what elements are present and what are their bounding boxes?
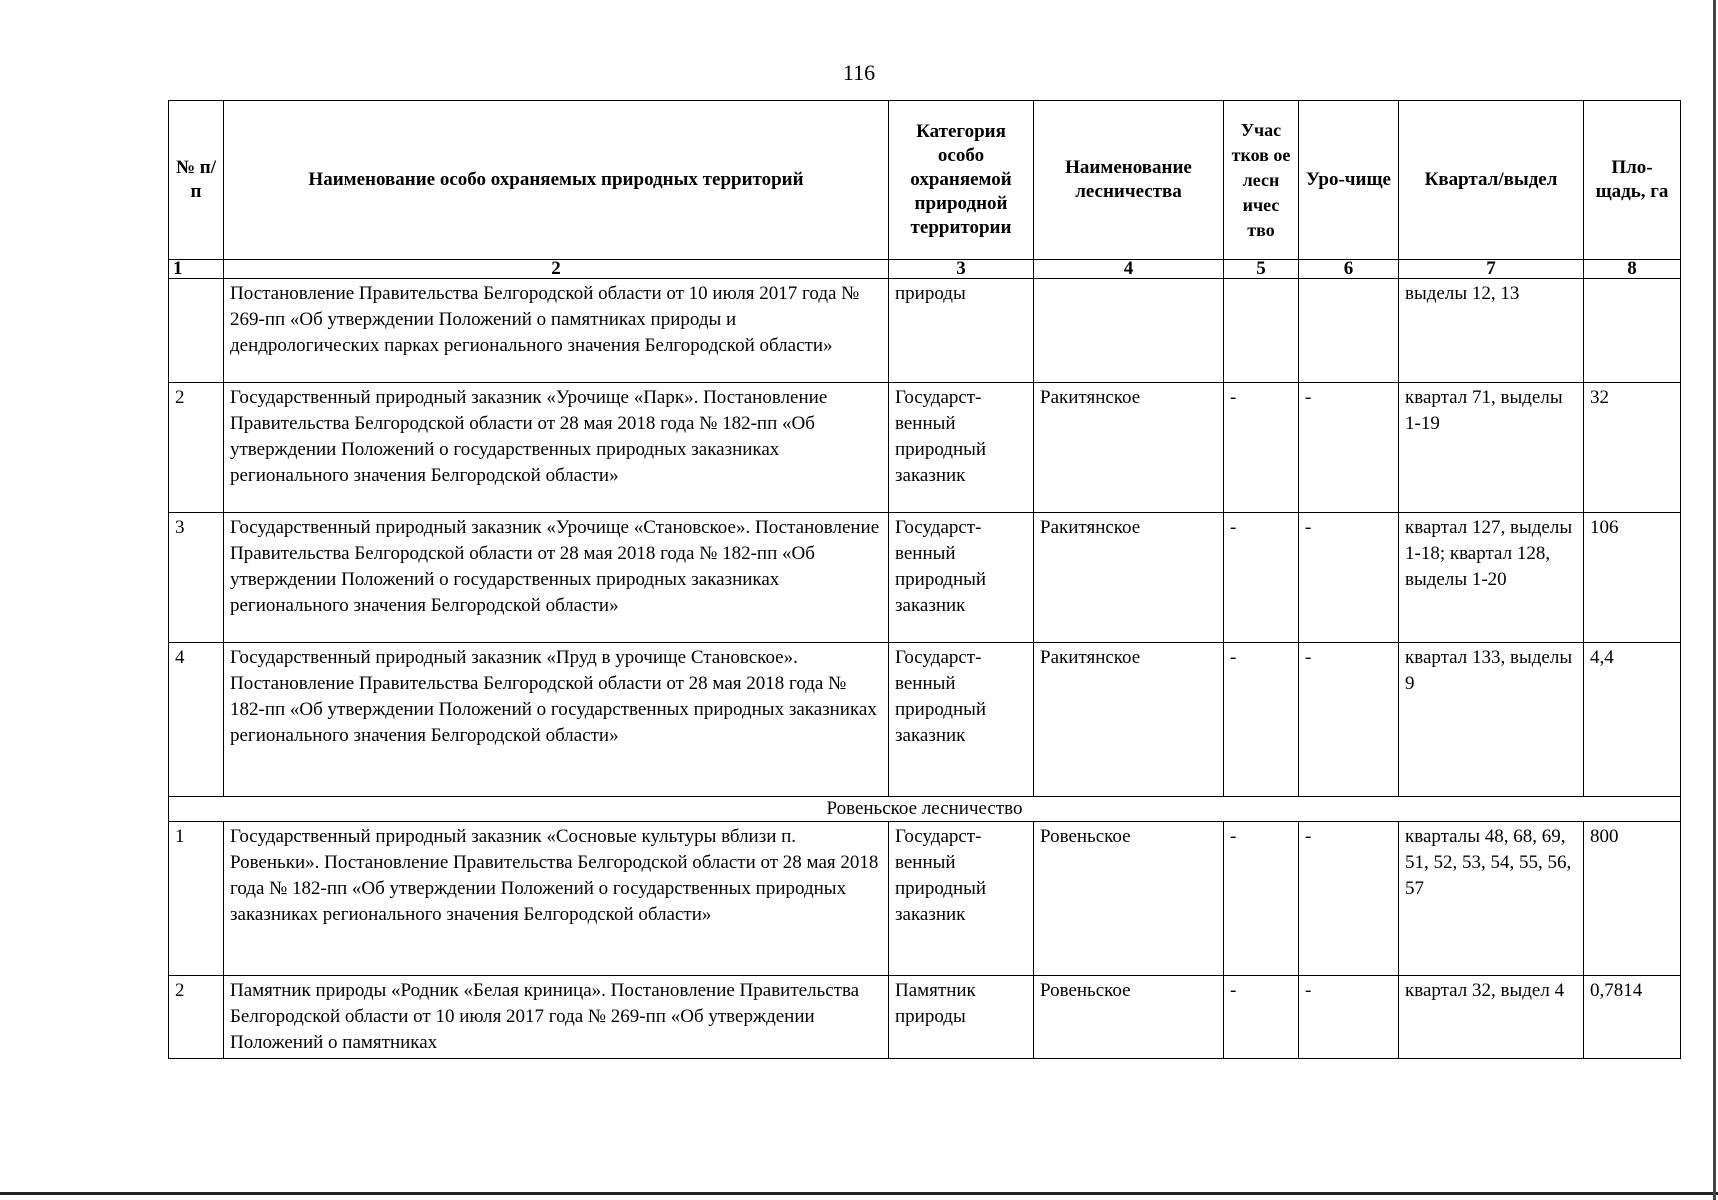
row-num: 3 [169, 513, 224, 643]
row-quarter: квартал 71, выделы 1-19 [1399, 383, 1584, 513]
row-district: - [1224, 643, 1299, 797]
row-num: 2 [169, 976, 224, 1059]
row-forestry: Ровеньское [1034, 822, 1224, 976]
header-name: Наименование особо охраняемых природных территорий [224, 101, 889, 260]
column-number: 1 [169, 260, 224, 279]
header-area: Пло-щадь, га [1584, 101, 1681, 260]
column-number: 2 [224, 260, 889, 279]
table-row [169, 976, 1681, 1059]
table-row [169, 279, 1681, 383]
row-num: 4 [169, 643, 224, 797]
table-row [169, 822, 1681, 976]
row-name: Государственный природный заказник «Урочище «Парк». Постановление Правительства Белгородской области от 28 мая 2018 года № 182-пп «Об утверждении Положений о государственных природных заказниках регионального значения Белгородской области» [224, 383, 889, 513]
table-row [169, 383, 1681, 513]
row-quarter: выделы 12, 13 [1399, 279, 1584, 383]
header-tract: Уро-чище [1299, 101, 1399, 260]
row-area: 106 [1584, 513, 1681, 643]
row-quarter: кварталы 48, 68, 69, 51, 52, 53, 54, 55, 56, 57 [1399, 822, 1584, 976]
row-quarter: квартал 32, выдел 4 [1399, 976, 1584, 1059]
row-name: Памятник природы «Родник «Белая криница». Постановление Правительства Белгородской области от 10 июля 2017 года № 269-пп «Об утверждении Положений о памятниках [224, 976, 889, 1059]
row-category: Государст-венный природный заказник [889, 822, 1034, 976]
column-number: 3 [889, 260, 1034, 279]
row-num [169, 279, 224, 383]
row-area [1584, 279, 1681, 383]
row-category: природы [889, 279, 1034, 383]
header-district-forestry: Учас тков ое лесн ичес тво [1224, 101, 1299, 260]
row-area: 4,4 [1584, 643, 1681, 797]
header-row [169, 101, 1681, 260]
row-district: - [1224, 976, 1299, 1059]
page-bottom-edge [0, 1192, 1718, 1195]
column-number: 4 [1034, 260, 1224, 279]
header-quarter: Квартал/выдел [1399, 101, 1584, 260]
row-category: Государст-венный природный заказник [889, 513, 1034, 643]
row-area: 32 [1584, 383, 1681, 513]
row-name: Государственный природный заказник «Урочище «Становское». Постановление Правительства Белгородской области от 28 мая 2018 года № 182-пп «Об утверждении Положений о государственных природных заказниках регионального значения Белгородской области» [224, 513, 889, 643]
protected-areas-table [168, 100, 1681, 1059]
row-category: Памятник природы [889, 976, 1034, 1059]
row-name: Государственный природный заказник «Пруд в урочище Становское». Постановление Правительства Белгородской области от 28 мая 2018 года № 182-пп «Об утверждении Положений о государственных природных заказниках регионального значения Белгородской области» [224, 643, 889, 797]
section-title: Ровеньское лесничество [169, 797, 1681, 822]
row-tract [1299, 279, 1399, 383]
row-forestry: Ракитянское [1034, 513, 1224, 643]
column-number: 5 [1224, 260, 1299, 279]
row-district: - [1224, 822, 1299, 976]
row-quarter: квартал 133, выделы 9 [1399, 643, 1584, 797]
row-forestry: Ракитянское [1034, 643, 1224, 797]
page-right-edge [1713, 0, 1716, 1200]
column-number: 7 [1399, 260, 1584, 279]
row-area: 0,7814 [1584, 976, 1681, 1059]
row-name: Постановление Правительства Белгородской области от 10 июля 2017 года № 269-пп «Об утверждении Положений о памятниках природы и дендрологических парках регионального значения Белгородской области» [224, 279, 889, 383]
table-row [169, 513, 1681, 643]
page-number: 116 [842, 60, 876, 85]
row-name: Государственный природный заказник «Сосновые культуры вблизи п. Ровеньки». Постановление Правительства Белгородской области от 28 мая 2018 года № 182-пп «Об утверждении Положений о государственных природных заказниках регионального значения Белгородской области» [224, 822, 889, 976]
column-number-row [169, 260, 1681, 279]
header-category: Категория особо охраняемой природной территории [889, 101, 1034, 260]
row-num: 2 [169, 383, 224, 513]
column-number: 6 [1299, 260, 1399, 279]
column-number: 8 [1584, 260, 1681, 279]
row-forestry: Ракитянское [1034, 383, 1224, 513]
row-tract: - [1299, 643, 1399, 797]
row-tract: - [1299, 513, 1399, 643]
row-num: 1 [169, 822, 224, 976]
row-tract: - [1299, 976, 1399, 1059]
header-num: № п/п [169, 101, 224, 260]
row-district: - [1224, 383, 1299, 513]
row-forestry [1034, 279, 1224, 383]
row-tract: - [1299, 383, 1399, 513]
row-district [1224, 279, 1299, 383]
row-district: - [1224, 513, 1299, 643]
row-area: 800 [1584, 822, 1681, 976]
row-category: Государст-венный природный заказник [889, 643, 1034, 797]
section-header-row [169, 797, 1681, 822]
row-tract: - [1299, 822, 1399, 976]
row-quarter: квартал 127, выделы 1-18; квартал 128, выделы 1-20 [1399, 513, 1584, 643]
table-row [169, 643, 1681, 797]
header-forestry: Наименование лесничества [1034, 101, 1224, 260]
row-forestry: Ровеньское [1034, 976, 1224, 1059]
row-category: Государст-венный природный заказник [889, 383, 1034, 513]
